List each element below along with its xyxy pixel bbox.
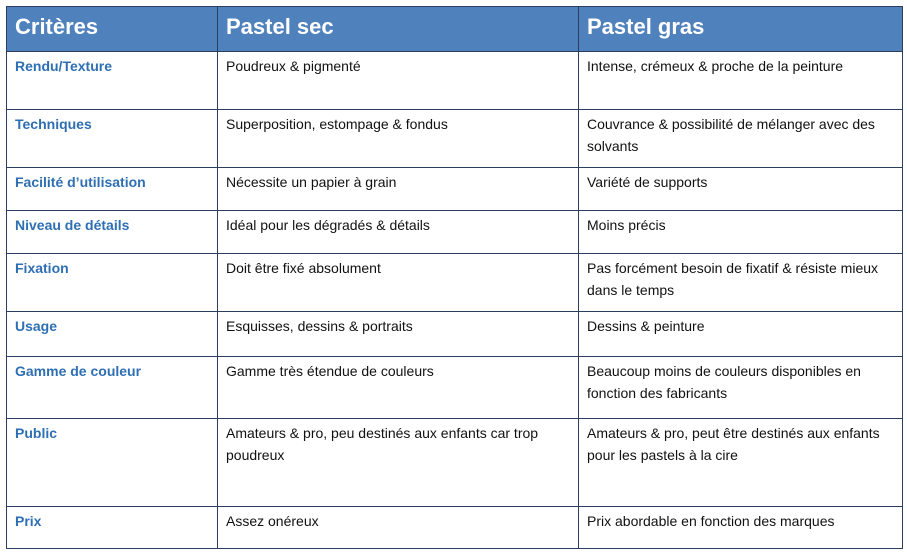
table-row [7,419,903,507]
criterion-cell: Rendu/Texture [7,52,218,110]
header-pastel-gras: Pastel gras [579,7,903,52]
criterion-cell: Techniques [7,110,218,168]
pastel-gras-cell: Pas forcément besoin de fixatif & résiste mieux dans le temps [579,254,903,312]
criterion-cell: Gamme de couleur [7,357,218,419]
pastel-gras-cell: Prix abordable en fonction des marques [579,507,903,549]
table-row [7,168,903,211]
pastel-gras-cell: Moins précis [579,211,903,254]
criterion-cell: Facilité d’utilisation [7,168,218,211]
table-row [7,211,903,254]
pastel-sec-cell: Esquisses, dessins & portraits [218,312,579,357]
table-row [7,312,903,357]
pastel-sec-cell: Assez onéreux [218,507,579,549]
table-row [7,110,903,168]
header-pastel-sec: Pastel sec [218,7,579,52]
pastel-sec-cell: Amateurs & pro, peu destinés aux enfants car trop poudreux [218,419,579,507]
pastel-sec-cell: Nécessite un papier à grain [218,168,579,211]
pastel-sec-cell: Gamme très étendue de couleurs [218,357,579,419]
table-row [7,254,903,312]
pastel-sec-cell: Poudreux & pigmenté [218,52,579,110]
pastel-gras-cell: Variété de supports [579,168,903,211]
criterion-cell: Niveau de détails [7,211,218,254]
pastel-sec-cell: Doit être fixé absolument [218,254,579,312]
table-row [7,507,903,549]
criterion-cell: Fixation [7,254,218,312]
comparison-table [6,6,903,549]
pastel-sec-cell: Superposition, estompage & fondus [218,110,579,168]
header-criteres: Critères [7,7,218,52]
table-row [7,52,903,110]
pastel-gras-cell: Beaucoup moins de couleurs disponibles en fonction des fabricants [579,357,903,419]
criterion-cell: Public [7,419,218,507]
criterion-cell: Prix [7,507,218,549]
pastel-gras-cell: Dessins & peinture [579,312,903,357]
table-row [7,357,903,419]
pastel-gras-cell: Intense, crémeux & proche de la peinture [579,52,903,110]
header-row [7,7,903,52]
criterion-cell: Usage [7,312,218,357]
pastel-sec-cell: Idéal pour les dégradés & détails [218,211,579,254]
pastel-gras-cell: Couvrance & possibilité de mélanger avec des solvants [579,110,903,168]
pastel-gras-cell: Amateurs & pro, peut être destinés aux enfants pour les pastels à la cire [579,419,903,507]
